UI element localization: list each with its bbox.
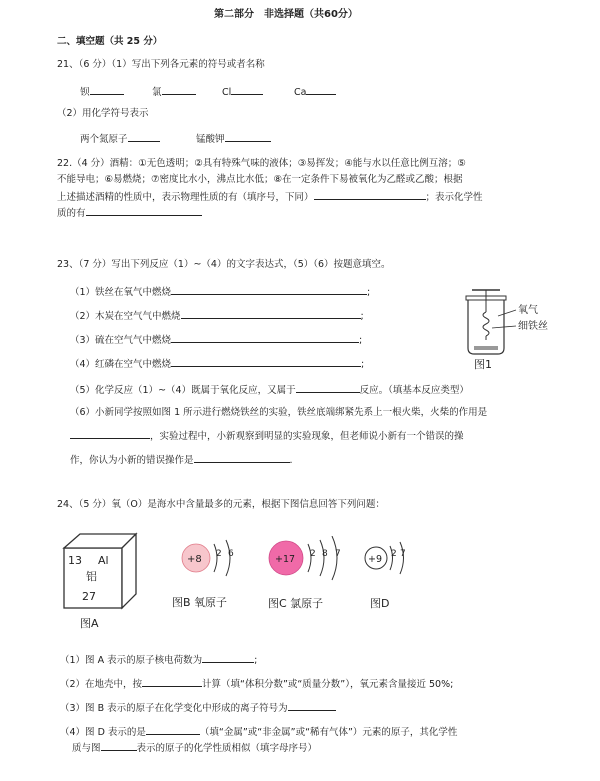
q24-sub-4-line2: 质与图 表示的原子的化学性质相似（填字母序号） <box>72 740 317 755</box>
answer-blank[interactable] <box>101 740 137 751</box>
figA-caption: 图A <box>80 617 99 630</box>
q21-sub2-item-2: 锰酸钾 <box>196 131 271 146</box>
figA-name: 铝 <box>86 570 97 583</box>
q22-line4: 质的有 <box>57 205 202 220</box>
q24-stem: 24、（5 分）氧（O）是海水中含量最多的元素，根据下图信息回答下列问题： <box>57 499 385 510</box>
q22-line1: 22.（4 分）酒精：①无色透明；②具有特殊气味的液体；③易挥发；④能与水以任意比例互溶；⑤ <box>57 158 466 169</box>
section-title: 二、填空题（共 25 分） <box>57 36 163 47</box>
answer-blank[interactable] <box>142 676 202 687</box>
answer-blank[interactable] <box>162 84 196 95</box>
answer-blank[interactable] <box>146 724 200 735</box>
q22-line3: 上述描述酒精的性质中，表示物理性质的有（填序号，下同） ；表示化学性 <box>57 189 483 204</box>
figure-a-element-cube <box>60 530 150 635</box>
q24-sub-1: （1）图 A 表示的原子核电荷数为 ; <box>60 652 257 667</box>
answer-blank[interactable] <box>296 382 360 393</box>
q23-item-1: （1）铁丝在氧气中燃烧 ; <box>70 284 370 299</box>
q21-element-2: 氯 <box>152 84 196 99</box>
figC-caption: 图C 氯原子 <box>268 597 324 610</box>
q23-item-4: （4）红磷在空气中燃烧 ; <box>70 356 364 371</box>
q23-item-6-line1: （6）小新同学按照如图 1 所示进行燃烧铁丝的实验，铁丝底端绑紧先系上一根火柴，火柴的作用是 <box>70 407 488 418</box>
figB-nucleus: +8 <box>187 554 202 565</box>
q23-item-5: （5）化学反应（1）~（4）既属于氧化反应，又属于 反应。（填基本反应类型） <box>70 382 469 397</box>
answer-blank[interactable] <box>288 700 336 711</box>
figB-shell-1: 2 <box>216 549 222 559</box>
fig1-label-iron-wire: 细铁丝 <box>518 321 548 332</box>
q23-item-6-line2: ，实验过程中，小新观察到明显的实验现象，但老师说小新有一个错误的操 <box>70 428 464 443</box>
answer-blank[interactable] <box>231 84 263 95</box>
q23-item-6-line3: 作，你认为小新的错误操作是 . <box>70 452 293 467</box>
answer-blank[interactable] <box>90 84 124 95</box>
figB-shell-2: 6 <box>228 549 234 559</box>
answer-blank[interactable] <box>314 189 426 200</box>
answer-blank[interactable] <box>202 652 254 663</box>
answer-blank[interactable] <box>70 428 150 439</box>
q24-sub-3: （3）图 B 表示的原子在化学变化中形成的离子符号为 <box>60 700 336 715</box>
q21-sub2: （2）用化学符号表示 <box>57 108 149 119</box>
figD-caption: 图D <box>370 597 390 610</box>
figC-shell-2: 8 <box>322 549 328 559</box>
q23-item-3: （3）硫在空气气中燃烧 ; <box>70 332 362 347</box>
q21-element-3: Cl <box>222 84 263 99</box>
answer-blank[interactable] <box>181 308 361 319</box>
answer-blank[interactable] <box>306 84 336 95</box>
figC-shell-3: 7 <box>335 549 341 559</box>
figA-symbol: Al <box>98 554 109 567</box>
fig1-label-oxygen: 氧气 <box>518 305 538 316</box>
q24-sub-4-line1: （4）图 D 表示的是 （填“金属”或“非金属”或“稀有气体”）元素的原子，其化学性 <box>60 724 457 739</box>
answer-blank[interactable] <box>225 131 271 142</box>
figure-b-oxygen-atom <box>170 538 260 618</box>
figA-mass: 27 <box>82 590 96 603</box>
q23-stem: 23、（7 分）写出下列反应（1）~（4）的文字表达式，（5）（6）按题意填空。 <box>57 259 391 270</box>
fig1-caption: 图1 <box>474 358 492 371</box>
q24-sub-2: （2）在地壳中，按 计算（填“体积分数”或“质量分数”），氧元素含量接近 50%; <box>60 676 453 691</box>
q21-element-4: Ca <box>294 84 336 99</box>
q23-item-2: （2）木炭在空气气中燃烧 ; <box>70 308 364 323</box>
q21-element-1: 钡 <box>80 84 124 99</box>
figD-nucleus: +9 <box>368 554 383 565</box>
figure-d-atom <box>360 540 430 618</box>
answer-blank[interactable] <box>86 205 202 216</box>
figure-c-chlorine-atom <box>266 536 370 618</box>
figB-caption: 图B 氧原子 <box>172 596 228 609</box>
figD-shell-2: 7 <box>400 549 406 559</box>
q21-stem: 21、（6 分）（1）写出下列各元素的符号或者名称 <box>57 59 265 70</box>
figD-shell-1: 2 <box>391 549 397 559</box>
answer-blank[interactable] <box>171 284 367 295</box>
part-title: 第二部分 非选择题（共60分） <box>214 9 358 20</box>
q22-line2: 不能导电；⑥易燃烧；⑦密度比水小，沸点比水低；⑧在一定条件下易被氧化为乙醛或乙酸；根据 <box>57 174 463 185</box>
answer-blank[interactable] <box>194 452 290 463</box>
answer-blank[interactable] <box>171 332 359 343</box>
q21-sub2-item-1: 两个氮原子 <box>80 131 160 146</box>
answer-blank[interactable] <box>128 131 160 142</box>
answer-blank[interactable] <box>171 356 361 367</box>
figC-nucleus: +17 <box>275 554 296 565</box>
figC-shell-1: 2 <box>310 549 316 559</box>
figA-atomic-number: 13 <box>68 554 82 567</box>
figure-1-jar-diagram <box>450 282 570 372</box>
